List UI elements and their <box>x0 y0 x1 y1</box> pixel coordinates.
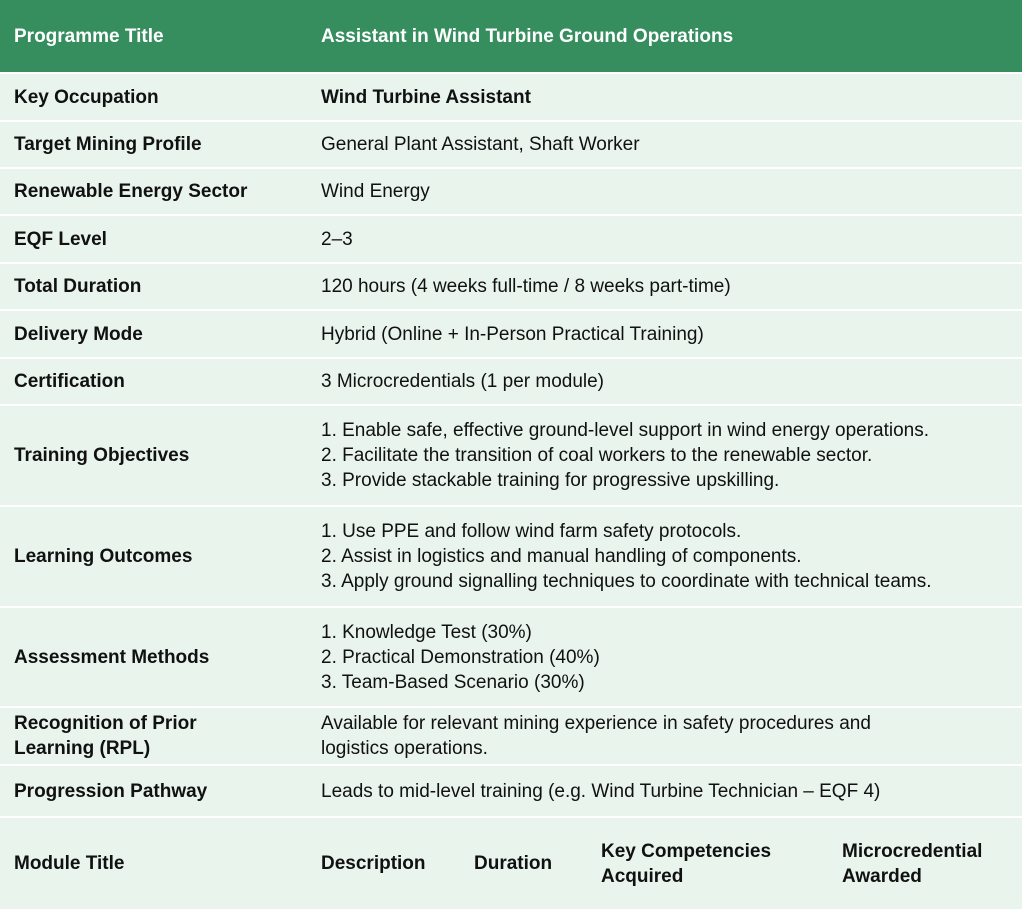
row-training-objectives <box>0 406 1022 507</box>
column-duration: Duration <box>474 853 553 874</box>
list-item: 2. Practical Demonstration (40%) <box>321 646 600 668</box>
list-item: 3. Apply ground signalling techniques to coordinate with technical teams. <box>321 571 932 592</box>
header-label: Programme Title <box>14 25 164 47</box>
row-label: Target Mining Profile <box>14 134 202 155</box>
row-value: General Plant Assistant, Shaft Worker <box>321 134 640 155</box>
row-value: Wind Energy <box>321 181 430 202</box>
list-item: 3. Team-Based Scenario (30%) <box>321 671 585 693</box>
column-microcredential <box>842 818 1017 909</box>
row-key-occupation <box>0 74 1022 122</box>
row-label: Learning Outcomes <box>14 546 193 567</box>
row-value: 120 hours (4 weeks full-time / 8 weeks part-time) <box>321 276 731 297</box>
list-item: 2. Assist in logistics and manual handling of components. <box>321 546 802 567</box>
row-progression-pathway <box>0 766 1022 818</box>
row-label: Assessment Methods <box>14 646 210 668</box>
label-line: Learning (RPL) <box>14 738 151 759</box>
list-item: 2. Facilitate the transition of coal workers to the renewable sector. <box>321 445 873 466</box>
row-assessment-methods <box>0 608 1022 708</box>
row-label: Renewable Energy Sector <box>14 181 248 202</box>
row-target-mining-profile <box>0 122 1022 169</box>
row-total-duration <box>0 264 1022 311</box>
value-line: logistics operations. <box>321 738 488 759</box>
row-label: EQF Level <box>14 228 107 250</box>
column-description: Description <box>321 853 426 874</box>
column-module-title: Module Title <box>14 853 125 874</box>
row-value: 2–3 <box>321 228 353 250</box>
row-value: 3 Microcredentials (1 per module) <box>321 371 605 392</box>
row-label: Progression Pathway <box>14 780 208 802</box>
row-value-list <box>321 608 1012 706</box>
list-item: 1. Use PPE and follow wind farm safety protocols. <box>321 521 742 542</box>
list-item: 3. Provide stackable training for progressive upskilling. <box>321 470 780 491</box>
header-row <box>0 0 1022 74</box>
row-label: Certification <box>14 371 125 392</box>
row-label <box>14 708 304 764</box>
value-line: Available for relevant mining experience in safety procedures and <box>321 713 871 734</box>
row-label: Key Occupation <box>14 86 159 108</box>
row-eqf-level <box>0 216 1022 264</box>
row-recognition-prior-learning <box>0 708 1022 766</box>
row-delivery-mode <box>0 311 1022 359</box>
row-certification <box>0 359 1022 406</box>
row-value: Wind Turbine Assistant <box>321 86 531 108</box>
row-value-list <box>321 507 1012 606</box>
row-value-list <box>321 406 1012 505</box>
column-line: Microcredential <box>842 840 983 862</box>
column-line: Awarded <box>842 865 922 887</box>
column-line: Key Competencies <box>601 840 772 862</box>
row-value: Leads to mid-level training (e.g. Wind Turbine Technician – EQF 4) <box>321 780 881 802</box>
row-value: Hybrid (Online + In-Person Practical Training) <box>321 323 704 345</box>
row-label: Total Duration <box>14 276 142 297</box>
list-item: 1. Knowledge Test (30%) <box>321 621 532 643</box>
label-line: Recognition of Prior <box>14 713 197 734</box>
row-label: Delivery Mode <box>14 323 143 345</box>
module-header-row <box>0 818 1022 909</box>
column-line: Acquired <box>601 865 684 887</box>
header-value: Assistant in Wind Turbine Ground Operations <box>321 25 734 47</box>
row-label: Training Objectives <box>14 445 190 466</box>
row-renewable-energy-sector <box>0 169 1022 216</box>
row-value <box>321 708 1012 764</box>
row-learning-outcomes <box>0 507 1022 608</box>
list-item: 1. Enable safe, effective ground-level support in wind energy operations. <box>321 420 930 441</box>
column-key-competencies <box>601 818 831 909</box>
